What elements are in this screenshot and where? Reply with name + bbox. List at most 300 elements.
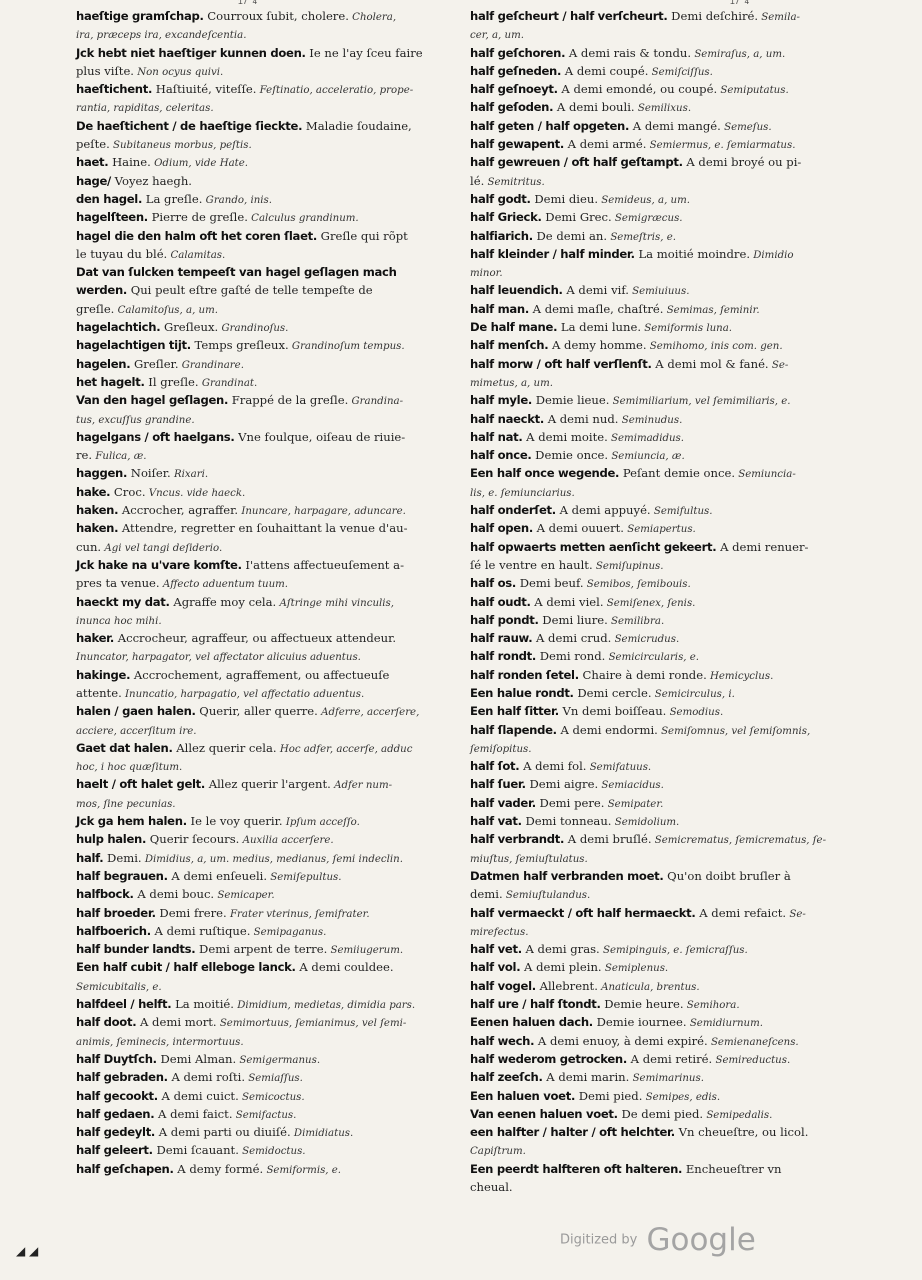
headword: half leuendich. [470,283,563,298]
dictionary-entry-line [76,557,466,575]
headword: half verbrandt. [470,832,565,847]
dictionary-entry-line [76,356,466,374]
french-gloss: A demi emondé, ou coupé. [557,82,718,97]
french-gloss: A demy homme. [548,338,647,353]
latin-gloss: Semiaſſus. [245,1073,303,1085]
french-gloss: Greſleux. [160,320,219,335]
headword: haet. [76,155,109,170]
dictionary-entry-line [470,996,860,1014]
latin-gloss: Capiſtrum. [470,1146,526,1158]
latin-gloss: tus, excuſſus grandine. [76,414,195,426]
french-gloss: Vn demi boiſſeau. [558,704,667,719]
french-gloss: Allez querir cela. [172,740,277,755]
page-header [0,0,922,8]
dictionary-entry-line [470,575,860,593]
latin-gloss: Semiuncia, æ. [608,451,685,463]
latin-gloss: Semiformis, e. [263,1164,342,1176]
french-gloss: A demi mort. [136,1015,217,1030]
latin-gloss: Semilibra. [607,615,665,627]
latin-gloss: Semiſciſſus. [648,66,713,78]
dictionary-entry-line [470,758,860,776]
dictionary-entry-line [470,337,860,355]
french-gloss: A demi moite. [522,429,608,444]
dictionary-entry-line [76,722,466,740]
dictionary-entry-line [470,630,860,648]
dictionary-entry-line [470,520,860,538]
headword: haelt / oft halet gelt. [76,777,206,792]
latin-gloss: rantia, rapiditas, celeritas. [76,103,214,115]
dictionary-entry-line [76,813,466,831]
latin-gloss: cer, a, um. [470,30,524,42]
french-gloss: A demi maſle, chaſtré. [529,301,664,316]
french-gloss: Accrochement, agraffement, ou affectueuſe [130,667,390,682]
french-gloss: La demi lune. [557,320,642,335]
dictionary-entry-line [76,575,466,593]
dictionary-entry-line [470,63,860,81]
dictionary-entry-line [76,776,466,794]
headword: halfdeel / helft. [76,997,172,1012]
french-gloss: peſte. [76,137,110,152]
latin-gloss: Semeſus. [720,121,772,133]
headword: het hagelt. [76,374,145,389]
dictionary-entry-line [76,1142,466,1160]
headword: half pondt. [470,612,539,627]
french-gloss: Demie lieue. [532,393,610,408]
headword: half vogel. [470,978,536,993]
french-gloss: A demi retiré. [626,1051,713,1066]
dictionary-entry-line [470,429,860,447]
french-gloss: Demi pere. [535,795,605,810]
headword: half bunder landts. [76,942,196,957]
headword: half open. [470,521,533,536]
latin-gloss: Semiuncia- [735,469,796,481]
latin-gloss: Semiermus, e. ſemiarmatus. [646,140,796,152]
headword: half ronden ſetel. [470,667,579,682]
dictionary-entry-line [470,154,860,172]
left-column [76,8,466,1179]
latin-gloss: Dimidio [750,249,794,261]
headword: Van eenen haluen voet. [470,1106,618,1121]
latin-gloss: Semiſepultus. [267,871,342,883]
dictionary-entry-line [470,703,860,721]
dictionary-entry-line [76,264,466,282]
latin-gloss: acciere, accerſitum ire. [76,725,197,737]
headword: half gebraden. [76,1070,168,1085]
french-gloss: A demi cuict. [157,1088,239,1103]
latin-gloss: Semigræcus. [611,213,683,225]
headword: half myle. [470,393,533,408]
dictionary-entry-line [76,959,466,977]
headword: half gewapent. [470,137,564,152]
french-gloss: Ie ne l'ay ſceu faire [305,45,423,60]
headword: half vermaeckt / oft half hermaeckt. [470,905,696,920]
french-gloss: greſle. [76,301,115,316]
dictionary-entry-line [470,45,860,63]
latin-gloss: Semiiugerum. [327,945,404,957]
headword: halfbock. [76,887,134,902]
dictionary-entry-line [470,282,860,300]
dictionary-entry-line [470,1106,860,1124]
dictionary-entry-line [76,539,466,557]
french-gloss: Demi pied. [575,1088,643,1103]
dictionary-entry-line [76,1106,466,1124]
french-gloss: A demi bruſlé. [564,832,652,847]
french-gloss: plus viſte. [76,63,134,78]
dictionary-entry-line [470,667,860,685]
headword: half. [76,850,104,865]
french-gloss: Haſtiuité, viteſſe. [152,82,257,97]
dictionary-entry-line [76,337,466,355]
latin-gloss: Calculus grandinum. [247,213,359,225]
headword: hagelſteen. [76,210,148,225]
dictionary-entry-line [470,1069,860,1087]
french-gloss: ſé le ventre en hault. [470,557,593,572]
french-gloss: Allebrent. [535,978,598,993]
dictionary-entry-line [76,520,466,538]
dictionary-entry-line [470,539,860,557]
french-gloss: Demi frere. [155,905,227,920]
headword: halfboerich. [76,923,151,938]
latin-gloss: Semigermanus. [236,1054,321,1066]
latin-gloss: mirefectus. [470,926,529,938]
latin-gloss: Hemicyclus. [706,670,774,682]
french-gloss: pres ta venue. [76,576,160,591]
french-gloss: Ie le voy querir. [186,814,283,829]
dictionary-entry-line [470,264,860,282]
dictionary-entry-line [76,173,466,191]
latin-gloss: Semiformis luna. [641,323,733,335]
latin-gloss: Semihomo, inis com. gen. [646,341,783,353]
dictionary-entry-line [470,374,860,392]
dictionary-entry-line [76,465,466,483]
dictionary-entry-line [470,81,860,99]
dictionary-entry-line [470,447,860,465]
dictionary-entry-line [76,118,466,136]
headword: halen / gaen halen. [76,704,196,719]
latin-gloss: Non ocyus quivi. [134,66,224,78]
french-gloss: A demy formé. [173,1161,264,1176]
french-gloss: Demi. [103,850,142,865]
latin-gloss: Semifatuus. [586,762,652,774]
right-column [470,8,860,1197]
french-gloss: Qui peult eſtre gaſté de telle tempeſte de [127,283,373,298]
french-gloss: A demi appuyé. [555,503,651,518]
dictionary-entry-line [76,447,466,465]
dictionary-entry-line [76,282,466,300]
latin-gloss: animis, ſeminecis, intermortuus. [76,1036,244,1048]
dictionary-entry-line [76,996,466,1014]
headword: De half mane. [470,320,558,335]
latin-gloss: Semienaneſcens. [707,1036,799,1048]
dictionary-entry-line [470,8,860,26]
dictionary-entry-line [470,685,860,703]
latin-gloss: Fulica, æ. [92,451,147,463]
dictionary-entry-line [76,1033,466,1051]
latin-gloss: Semicrudus. [611,634,680,646]
french-gloss: Vne foulque, oiſeau de riuie- [234,429,406,444]
french-gloss: A demi mol & fané. [651,356,769,371]
headword: half gedaen. [76,1106,155,1121]
headword: hagelen. [76,356,131,371]
latin-gloss: Semicoctus. [238,1091,305,1103]
dictionary-entry-line [76,301,466,319]
french-gloss: Demie heure. [600,997,684,1012]
dictionary-entry-line [470,612,860,630]
dictionary-entry-line [76,630,466,648]
latin-gloss: Vncus. vide haeck. [145,487,246,499]
latin-gloss: Agi vel tangi deſiderio. [101,542,223,554]
dictionary-entry-line [470,923,860,941]
french-gloss: cheual. [470,1180,513,1194]
dictionary-entry-line [76,685,466,703]
french-gloss: A demi faict. [154,1106,233,1121]
latin-gloss: Semilixus. [634,103,692,115]
headword: half ure / half ſtondt. [470,997,601,1012]
french-gloss: A demi fol. [519,759,587,774]
headword: half gedeylt. [76,1125,156,1140]
latin-gloss: Affecto aduentum tuum. [159,579,289,591]
dictionary-entry-line [76,1088,466,1106]
dictionary-entry-line [470,868,860,886]
french-gloss: Demie iournee. [592,1015,687,1030]
latin-gloss: Inuncator, harpagator, vel affectator alicuius aduentus. [76,652,361,664]
dictionary-entry-line [76,648,466,666]
dictionary-entry-line [470,795,860,813]
dictionary-entry-line [470,1179,860,1197]
latin-gloss: mimetus, a, um. [470,377,553,389]
headword: half rondt. [470,649,537,664]
dictionary-entry-line [76,154,466,172]
french-gloss: A demi coupé. [561,63,649,78]
headword: De haeſtichent / de haeſtige ſieckte. [76,118,303,133]
dictionary-entry-line [76,81,466,99]
french-gloss: Temps greſleux. [190,338,289,353]
dictionary-entry-line [76,740,466,758]
dictionary-entry-line [76,1161,466,1179]
latin-gloss: Semimiliarium, vel ſemimiliaris, e. [609,396,791,408]
digitized-by-label: Digitized by [560,1232,638,1248]
headword: hakinge. [76,667,131,682]
latin-gloss: miuſtus, ſemiuſtulatus. [470,853,588,865]
dictionary-entry-line [76,667,466,685]
dictionary-entry-line [470,99,860,117]
headword: half Grieck. [470,210,542,225]
latin-gloss: Seminudus. [618,414,683,426]
latin-gloss: hoc, i hoc quæſitum. [76,762,183,774]
french-gloss: Maladie ſoudaine, [302,118,412,133]
dictionary-entry-line [470,722,860,740]
french-gloss: Demi Alman. [156,1051,237,1066]
headword: half Duytſch. [76,1051,157,1066]
french-gloss: Greſle qui rõpt [317,228,408,243]
dictionary-entry-line [470,557,860,575]
french-gloss: Demie once. [531,448,609,463]
dictionary-entry-line [470,941,860,959]
headword: half ſuer. [470,777,526,792]
dictionary-entry-line [76,886,466,904]
french-gloss: A demi viel. [530,594,604,609]
headword: half vader. [470,795,536,810]
dictionary-entry-line [470,1124,860,1142]
french-gloss: A demi gras. [521,942,600,957]
latin-gloss: Semipinguis, e. ſemicraſſus. [599,945,748,957]
french-gloss: Chaire à demi ronde. [578,667,707,682]
headword: half geſnoeyt. [470,82,558,97]
french-gloss: Demi aigre. [525,777,599,792]
latin-gloss: Semiſupinus. [592,560,664,572]
french-gloss: A demi mangé. [629,118,721,133]
page-number-left: 17 4 [238,0,258,7]
latin-gloss: Adfer num- [330,780,393,792]
headword: hage/ [76,173,111,188]
headword: hagelgans / oft haelgans. [76,429,235,444]
french-gloss: Attendre, regretter en ſouhaittant la venue d'au- [118,521,408,536]
latin-gloss: Subitaneus morbus, peſtis. [109,140,252,152]
latin-gloss: Grandinoſus. [218,323,289,335]
latin-gloss: Se- [768,359,789,371]
dictionary-entry-line [470,502,860,520]
dictionary-entry-line [470,484,860,502]
french-gloss: Demi arpent de terre. [195,942,328,957]
latin-gloss: Semiapertus. [624,524,696,536]
dictionary-entry-line [76,228,466,246]
digitized-watermark [560,1222,756,1258]
latin-gloss: Cholera, [348,12,397,23]
latin-gloss: Grandinat. [198,377,258,389]
headword: half ſlapende. [470,722,557,737]
latin-gloss: ira, præceps ira, excandeſcentia. [76,30,247,42]
headword: half opwaerts metten aenſicht gekeert. [470,539,717,554]
latin-gloss: Semireductus. [712,1054,791,1066]
latin-gloss: mos, ſine pecunias. [76,798,176,810]
headword: half oudt. [470,594,531,609]
dictionary-entry-line [76,850,466,868]
headword: half geſoden. [470,100,554,115]
french-gloss: Noiſer. [127,466,171,481]
french-gloss: A demi bouc. [133,887,215,902]
dictionary-entry-line [470,173,860,191]
dictionary-entry-line [76,136,466,154]
french-gloss: Peſant demie once. [619,466,736,481]
dictionary-entry-line [76,1014,466,1032]
french-gloss: Agraffe moy cela. [169,594,277,609]
dictionary-entry-line [470,136,860,154]
french-gloss: De demi an. [532,228,608,243]
latin-gloss: Semiacidus. [598,780,664,792]
dictionary-entry-line [470,1033,860,1051]
dictionary-entry-line [76,411,466,429]
headword: half begrauen. [76,868,168,883]
headword: Jck hake na u'vare komſte. [76,557,242,572]
dictionary-entry-line [76,99,466,117]
dictionary-entry-line [470,813,860,831]
latin-gloss: Se- [786,908,806,920]
dictionary-entry-line [76,612,466,630]
french-gloss: Allez querir l'argent. [205,777,331,792]
dictionary-entry-line [76,209,466,227]
headword: Een halue rondt. [470,685,574,700]
french-gloss: Demi cercle. [573,685,652,700]
latin-gloss: Inuncare, harpagare, aduncare. [238,506,406,518]
latin-gloss: Semila- [758,12,800,23]
latin-gloss: Semicrematus, ſemicrematus, ſe- [651,835,827,847]
dictionary-entry-line [470,319,860,337]
french-gloss: A demi plein. [520,960,602,975]
headword: Een peerdt halfteren oft halteren. [470,1161,683,1176]
latin-gloss: Semitritus. [484,176,545,188]
headword: werden. [76,283,128,298]
headword: hagelachtigen tijt. [76,338,191,353]
dictionary-entry-line [470,118,860,136]
french-gloss: Accrocheur, agraffeur, ou affectueux attendeur. [114,631,397,646]
latin-gloss: Semihora. [683,1000,740,1012]
dictionary-entry-line [470,26,860,44]
latin-gloss: Semidolium. [611,817,680,829]
french-gloss: La moitié. [171,997,234,1012]
headword: half naeckt. [470,411,545,426]
latin-gloss: Semipaganus. [250,926,327,938]
dictionary-entry-line [76,246,466,264]
latin-gloss: Semiputatus. [717,85,789,97]
dictionary-entry-line [470,831,860,849]
french-gloss: Demi deſchiré. [667,9,759,23]
latin-gloss: Frater vterinus, ſemifrater. [226,908,370,920]
dictionary-entry-line [76,795,466,813]
dictionary-entry-line [76,392,466,410]
dictionary-entry-line [470,246,860,264]
latin-gloss: Semideus, a, um. [598,194,691,206]
headword: half rauw. [470,631,533,646]
headword: haken. [76,521,119,536]
dictionary-entry-line [76,978,466,996]
dictionary-entry-line [470,301,860,319]
french-gloss: A demi refaict. [695,905,787,920]
latin-gloss: Calamitoſus, a, um. [114,304,219,316]
latin-gloss: Inuncatio, harpagatio, vel affectatio aduentus. [121,688,365,700]
headword: haggen. [76,466,128,481]
dictionary-entry-line [470,191,860,209]
latin-gloss: Semodius. [666,707,724,719]
french-gloss: A demi roſti. [167,1070,246,1085]
headword: Van den hagel geſlagen. [76,393,229,408]
headword: half kleinder / half minder. [470,246,635,261]
headword: haeſtichent. [76,82,153,97]
dictionary-entry-line [470,648,860,666]
headword: Dat van ſulcken tempeeſt van hagel geſlagen mach [76,265,397,280]
headword: haken. [76,503,119,518]
latin-gloss: Feſtinatio, acceleratio, prope- [256,85,414,97]
headword: half menſch. [470,338,549,353]
latin-gloss: Semipedalis. [703,1109,773,1121]
latin-gloss: Calamitas. [167,249,226,261]
latin-gloss: Grando, inis. [202,194,272,206]
french-gloss: A demi armé. [564,137,647,152]
headword: haker. [76,631,115,646]
french-gloss: A demi endormi. [556,722,658,737]
headword: half geſcheurt / half verſcheurt. [470,9,668,23]
french-gloss: Demi beuf. [516,576,584,591]
french-gloss: Querir, aller querre. [195,704,318,719]
latin-gloss: Semimarinus. [629,1073,704,1085]
dictionary-entry-line [470,209,860,227]
latin-gloss: Semeſtris, e. [607,231,676,243]
latin-gloss: minor. [470,268,503,280]
french-gloss: A demi vif. [562,283,629,298]
latin-gloss: Ipſum acceſſo. [282,817,360,829]
headword: half onderſet. [470,503,556,518]
headword: half doot. [76,1015,137,1030]
latin-gloss: Anaticula, brentus. [597,981,700,993]
